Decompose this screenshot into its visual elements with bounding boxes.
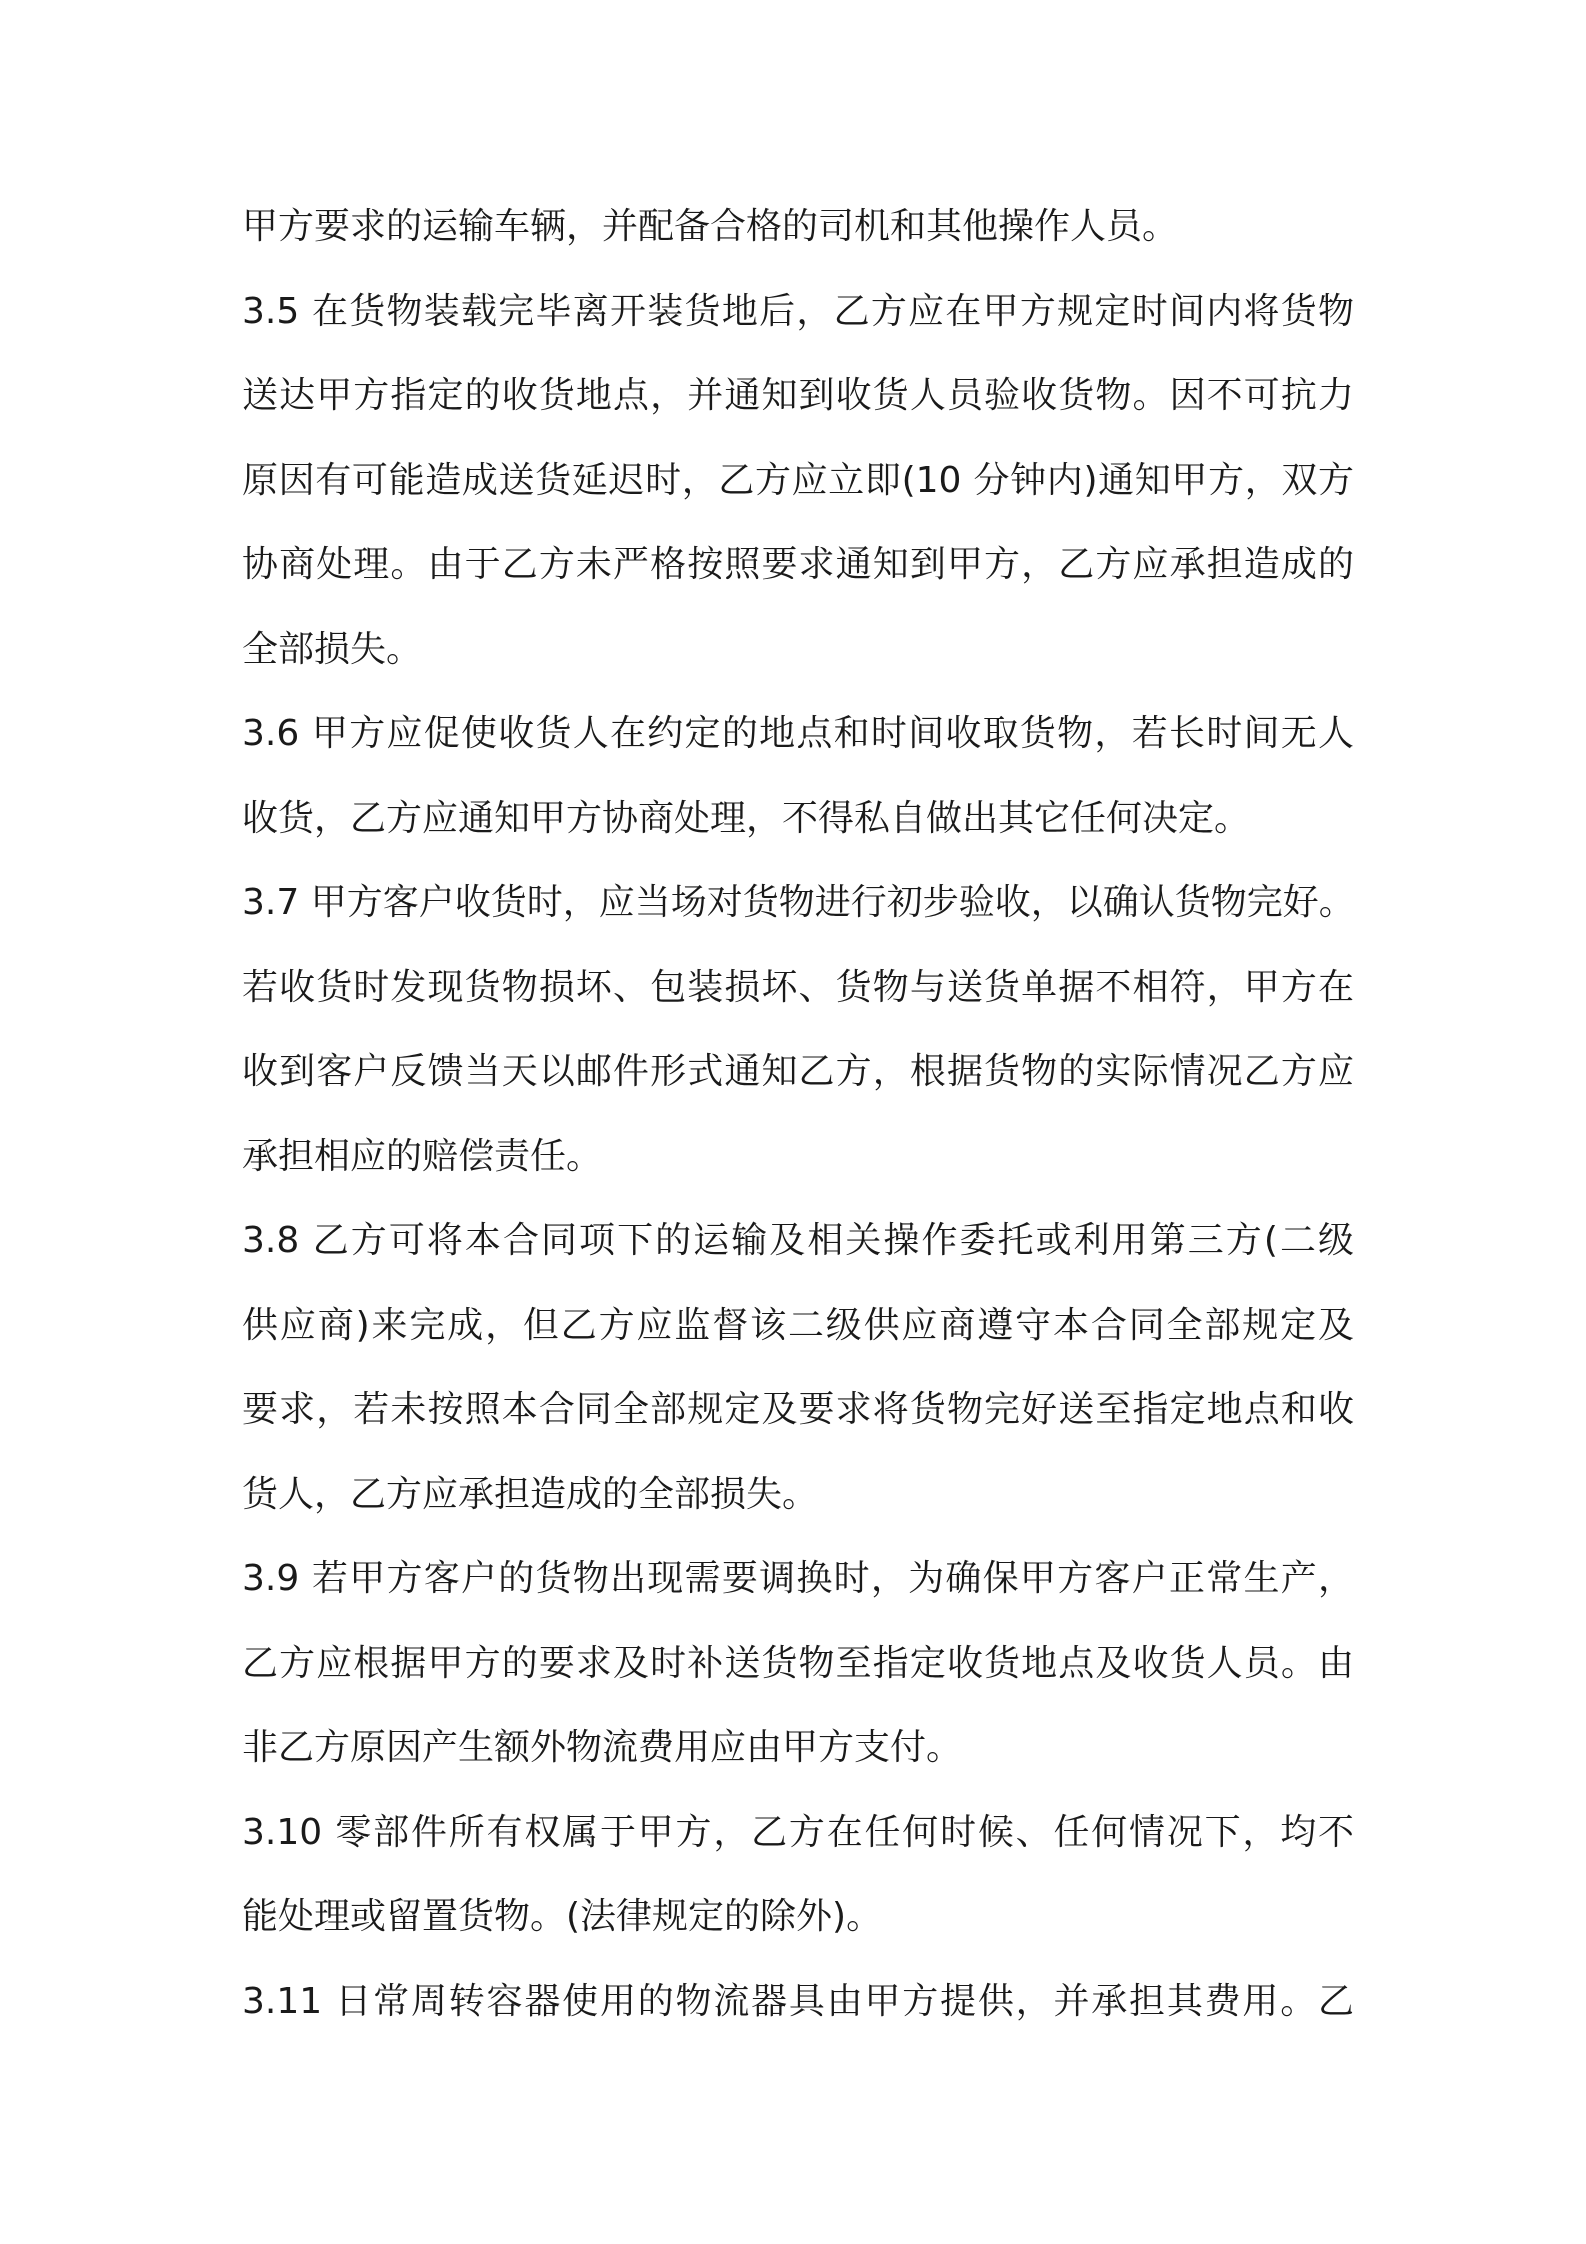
text-line: 乙方应根据甲方的要求及时补送货物至指定收货地点及收货人员。由 [242,1642,1354,1684]
text-line: 能处理或留置货物。(法律规定的除外)。 [242,1896,883,1937]
text-line: 3.7 甲方客户收货时，应当场对货物进行初步验收，以确认货物完好。 [242,882,1355,923]
text-line: 若收货时发现货物损坏、包装损坏、货物与送货单据不相符，甲方在 [242,966,1354,1008]
text-line: 收到客户反馈当天以邮件形式通知乙方，根据货物的实际情况乙方应 [242,1051,1354,1092]
text-line: 协商处理。由于乙方未严格按照要求通知到甲方，乙方应承担造成的 [242,544,1354,585]
text-line: 收货，乙方应通知甲方协商处理，不得私自做出其它任何决定。 [242,797,1251,839]
text-line: 原因有可能造成送货延迟时，乙方应立即(10 分钟内)通知甲方，双方 [242,459,1354,501]
text-line: 全部损失。 [242,628,423,670]
text-line: 货人，乙方应承担造成的全部损失。 [242,1473,819,1515]
text-line: 3.6 甲方应促使收货人在约定的地点和时间收取货物，若长时间无人 [242,713,1354,754]
text-line: 3.10 零部件所有权属于甲方，乙方在任何时候、任何情况下，均不 [242,1811,1354,1853]
text-line: 3.8 乙方可将本合同项下的运输及相关操作委托或利用第三方(二级 [242,1220,1354,1261]
text-line: 3.9 若甲方客户的货物出现需要调换时，为确保甲方客户正常生产， [242,1558,1354,1599]
text-line: 3.11 日常周转容器使用的物流器具由甲方提供，并承担其费用。乙 [242,1980,1354,2022]
text-line: 3.5 在货物装载完毕离开装货地后，乙方应在甲方规定时间内将货物 [242,290,1354,332]
text-line: 甲方要求的运输车辆，并配备合格的司机和其他操作人员。 [242,206,1179,247]
text-line: 非乙方原因产生额外物流费用应由甲方支付。 [242,1727,963,1768]
text-line: 供应商)来完成，但乙方应监督该二级供应商遵守本合同全部规定及 [242,1304,1354,1346]
contract-text-body [242,185,1354,2044]
text-line: 要求，若未按照本合同全部规定及要求将货物完好送至指定地点和收 [242,1389,1354,1430]
text-line: 承担相应的赔偿责任。 [242,1135,603,1177]
text-line: 送达甲方指定的收货地点，并通知到收货人员验收货物。因不可抗力 [242,375,1354,416]
